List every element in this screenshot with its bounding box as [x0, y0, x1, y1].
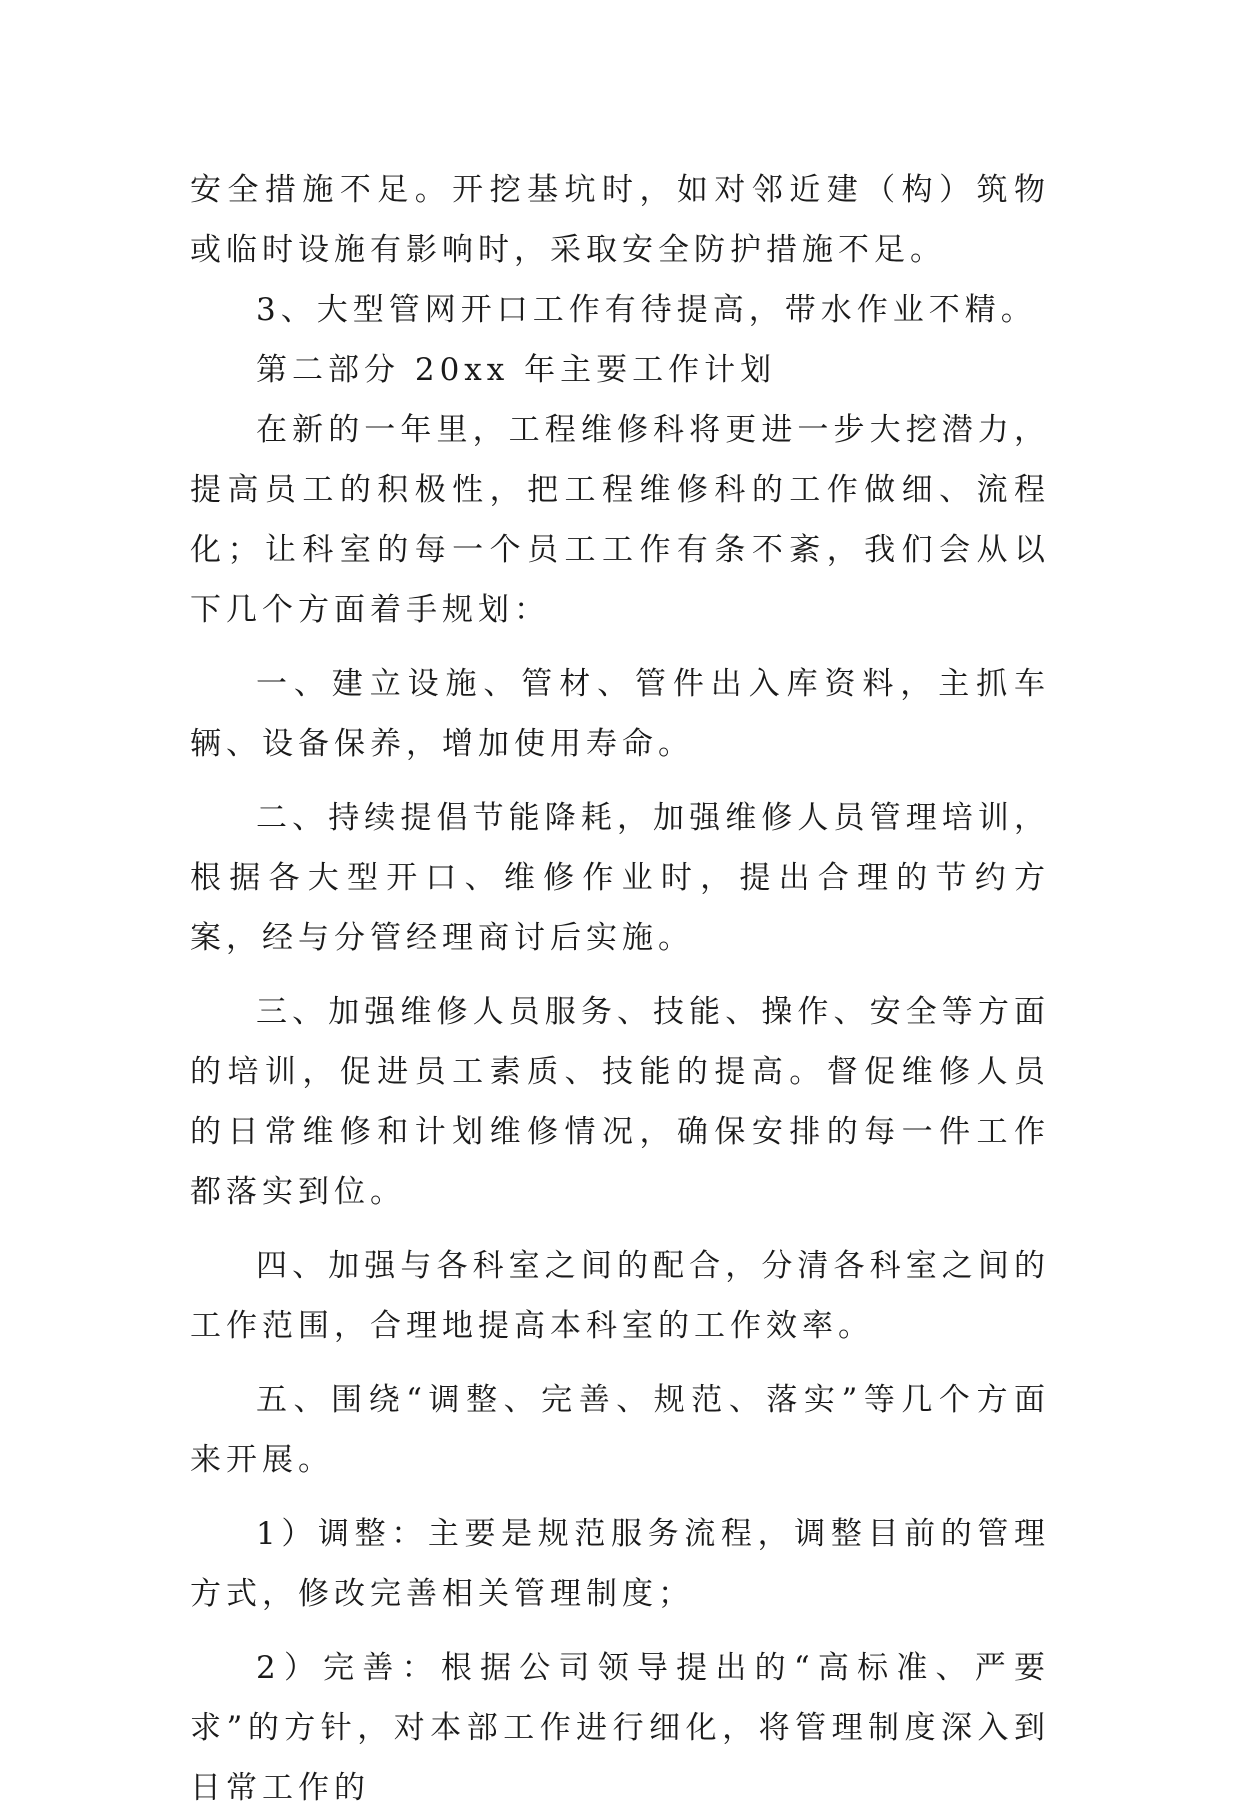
paragraph-plan-1: 一、建立设施、管材、管件出入库资料，主抓车辆、设备保养，增加使用寿命。 — [190, 666, 1050, 762]
paragraph-plan-3: 三、加强维修人员服务、技能、操作、安全等方面的培训，促进员工素质、技能的提高。督促维修人员的日常维修和计划维修情况，确保安排的每一件工作都落实到位。 — [190, 994, 1050, 1210]
paragraph-sub-2: 2）完善：根据公司领导提出的“高标准、严要求”的方针，对本部工作进行细化，将管理制度深入到日常工作的 — [190, 1650, 1050, 1806]
paragraph-plan-2: 二、持续提倡节能降耗，加强维修人员管理培训，根据各大型开口、维修作业时，提出合理的节约方案，经与分管经理商讨后实施。 — [190, 800, 1050, 956]
paragraph-plan-4: 四、加强与各科室之间的配合，分清各科室之间的工作范围，合理地提高本科室的工作效率。 — [190, 1248, 1050, 1344]
paragraph-plan-5: 五、围绕“调整、完善、规范、落实”等几个方面来开展。 — [190, 1382, 1050, 1478]
section-heading-work-plan: 第二部分 20xx 年主要工作计划 — [256, 352, 777, 388]
paragraph-safety-measures: 安全措施不足。开挖基坑时，如对邻近建（构）筑物或临时设施有影响时，采取安全防护措施不足。 — [190, 172, 1050, 268]
paragraph-sub-1: 1）调整：主要是规范服务流程，调整目前的管理方式，修改完善相关管理制度； — [190, 1516, 1050, 1612]
document-body — [190, 160, 1050, 1818]
paragraph-intro: 在新的一年里，工程维修科将更进一步大挖潜力，提高员工的积极性，把工程维修科的工作做细、流程化；让科室的每一个员工工作有条不紊，我们会从以下几个方面着手规划： — [190, 412, 1050, 628]
paragraph-item-3: 3、大型管网开口工作有待提高，带水作业不精。 — [256, 292, 1037, 328]
